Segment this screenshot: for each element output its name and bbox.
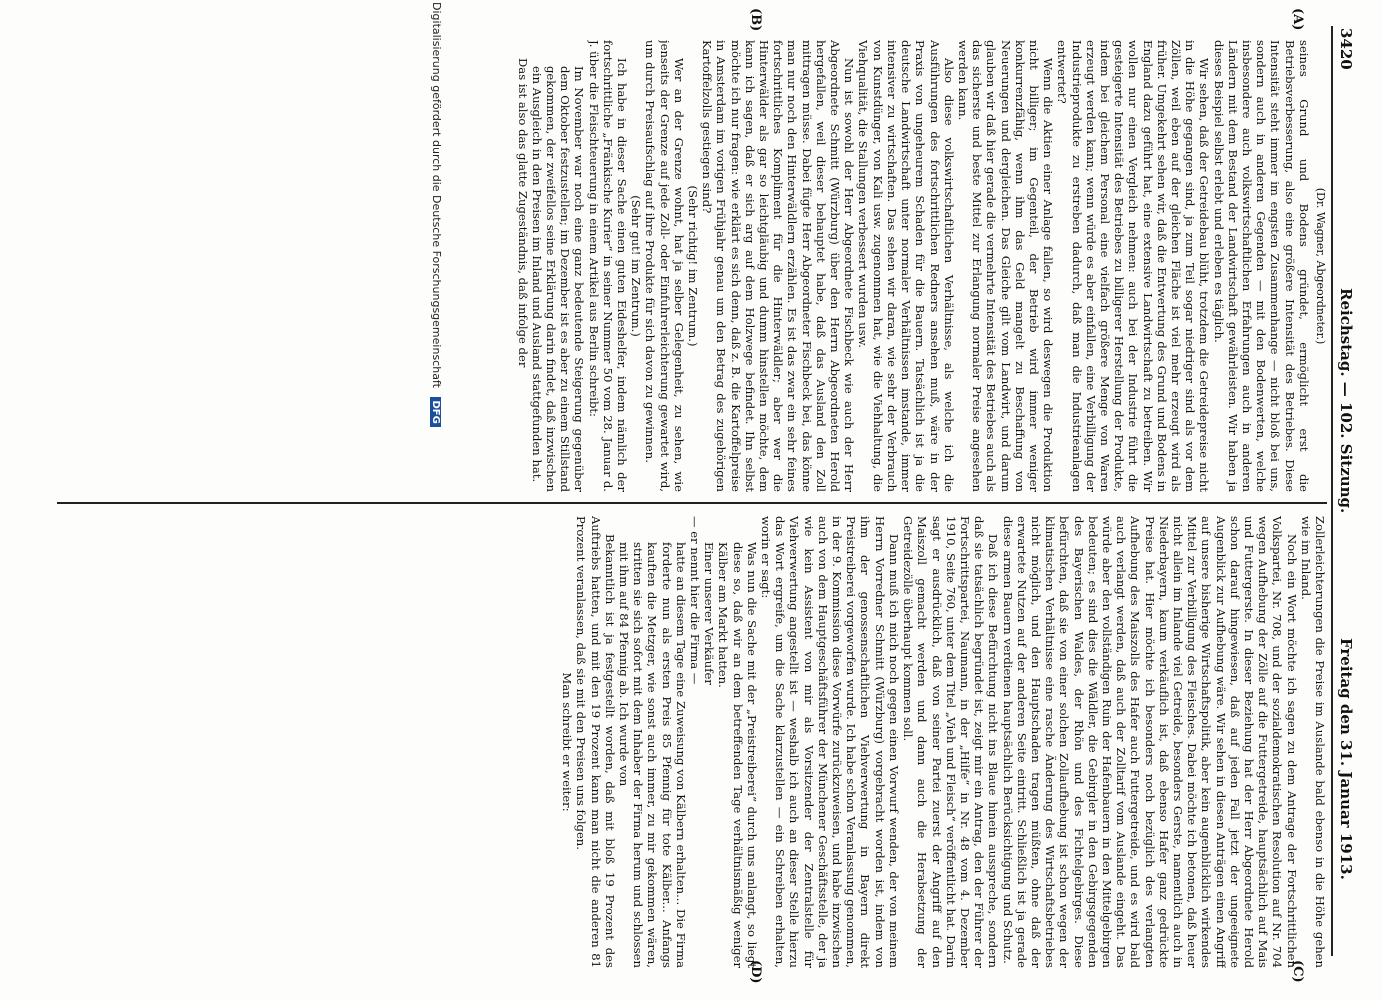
paragraph: Noch ein Wort möchte ich sagen zu dem Antrage der Fortschrittlichen Volkspartei, Nr. 708, und der sozialdemokratischen Resolution auf Nr. 704 wegen Aufhebung der Zölle auf die Futtergetreide, hauptsächlich auf Mais und Futtergerste. In dieser Beziehung hat der Herr Abgeordnete Herold schon darauf hingewiesen, daß auf jeden Fall jetzt der ungeeignete Augenblick zur Aufhebung wäre. Wir sehen in diesen Anträgen einen Angriff auf unsere bisherige Wirtschaftspolitik, aber kein augenblicklich wirkendes Mittel zur Verbilligung des Fleisches. Dabei möchte ich betonen, daß heuer nicht allein im Inlande viel Getreide, besonders Gerste, namentlich auch in Niederbayern, kaum verkäuflich ist, daß ebenso Hafer ganz gedrückte Preise hat. Hier möchte ich besonders noch bezüglich des verlangten Aufhebung des Maiszolls des Hafer auch Futtergetreide, und es wird bald auch verlangt werden, daß auch der Zolltarif vom Auslande eingeht. Das würde aber den vollständigen Ruin der Hafenbauern in den Mittelgebirgen bedeuten; es sind dies die Wäldler, die Gebirgler in den Gebirgsgegenden des Bayerischen Waldes, der Rhön und des Fichtelgebirges. Diese befürchten, daß sie von einer solchen Zollaufhebung ist schon wegen der klimatischen Verhältnisse eine rasche Änderung des Wirtschaftsbetriebes nicht möglich, und den Hauptschaden tragen müßten, ohne daß der erwartete Nutzen auf der anderen Seite eintritt. Schließlich ist ja gerade diese armen Bauern verdienen hauptsächlich Berücksichtigung und Schutz.	[1000, 516, 1299, 968]
digitization-note	[427, 2, 443, 992]
interjection: (Sehr richtig! im Zentrum.)	[686, 185, 701, 347]
margin-mark-b: (B)	[748, 8, 763, 32]
page-number: 3420	[1337, 28, 1355, 70]
funding-note-text: Digitalisierung gefördert durch die Deutsche Forschungsgemeinschaft	[430, 2, 443, 388]
paragraph: Nun ist sowohl der Herr Abgeordnete Fischbeck wie auch der Herr Abgeordnete Schmitt (Würzburg) über den Herrn Abgeordneten Herold hergefallen, weil dieser behauptet habe, daß das Ausland den Zoll mittragen müsse. Dabei fügte Herr Abgeordneter Fischbeck bei, das könne man nur noch den Hinterwäldlern erzählen. Es ist das zwar ein sehr feines fortschrittliches Kompliment für die Hinterwäldler; aber wer die Hinterwälder als gar so leichtgläubig und dumm hinstellen möchte, dem kann ich sagen, daß er sich arg auf dem Holzwege befindet. Ihn selbst möchte ich nur fragen: wie erklärt es sich denn, daß z. B. die Kartoffelpreise in Amsterdam im vorigen Frühjahr genau um den Betrag des zugehörigen Kartoffelzolls gestiegen sind?	[700, 40, 857, 492]
quotation: hatte an diesem Tage eine Zuweisung von Kälbern erhalten... Die Firma forderte nun als ersten Preis 85 Pfennig für tote Kälber... Anfangs kauften die Metzger, wie sonst auch immer, zu mir gekommen wären, stritten sie sich sofort mit dem Inhaber der Firma herum und schlossen mit ihm auf 84 Pfennig ab. Ich wurde von	[617, 542, 688, 968]
paragraph: Man schreibt er weiter:	[560, 672, 575, 812]
dfg-logo: DFG	[430, 397, 441, 426]
right-column	[57, 516, 1327, 968]
column-divider	[57, 502, 1327, 504]
margin-mark-d: (D)	[748, 960, 763, 984]
paragraph: Dann muß ich mich noch gegen einen Vorwurf wenden, der von meinem Herrn Vorredner Schmitt (Würzburg) vorgebracht worden ist, indem von ihm der genossenschaftlichen Viehverwertung in Bayern direkt Preistreiberei vorgeworfen wurde. Ich habe schon Veranlassung genommen, in der 9. Kommission diese Vorwürfe zurückzuweisen, und habe inzwischen auch von dem Hauptgeschäftsführer der Münchener Geschäftsstelle, der ja wie kein Assistent von mir als Vorsitzender der Zentralstelle für Viehverwertung angestellt ist — weshalb ich auch an dieser Stelle hierzu das Wort ergreife, um die Sache klarzustellen — ein Schreiben erhalten, worin er sagt:	[759, 516, 901, 968]
quotation: Einer unserer Verkäufer	[702, 542, 717, 685]
interjection: (Sehr gut! im Zentrum.)	[629, 195, 644, 337]
paragraph: Bekanntlich ist ja festgestellt worden, daß mit bloß 19 Prozent des Auftriebs hatten, und mit den 19 Prozent kann man nicht die anderen 81 Prozent veranlassen, daß sie mit den Preisen uns folgen.	[574, 516, 617, 968]
quotation: Was nun die Sache mit der „Preistreiberei“ durch uns anlangt, so liegt diese so, daß wir an dem betreffenden Tage verhältnismäßig weniger Kälber am Markt hatten.	[716, 542, 759, 968]
paragraph: Wer an der Grenze wohnt, hat ja selber Gelegenheit, zu sehen, wie jenseits der Grenze auf jede Zoll- oder Einfuhrerleichterung gewartet wird, um durch Preisaufschlag auf ihre Produkte für sich davon zu gewinnen.	[643, 40, 686, 492]
speaker-line: (Dr. Wagner, Abgeordneter.)	[1314, 187, 1327, 345]
paragraph: Ich habe in dieser Sache einen guten Eideshelfer, indem nämlich der fortschrittliche „Fränkische Kurier“ in seiner Nummer 50 vom 28. Januar d. J. über die Fleischteuerung in einem Artikel aus Berlin schreibt:	[586, 40, 630, 492]
paragraph: Wenn die Aktien einer Anlage fallen, so wird deswegen die Produktion nicht billiger; im Gegenteil, der Betrieb wird immer weniger konkurrenzfähig, wenn ihm das Geld mangelt zu Beschaffung von Neuerungen und dergleichen. Das Gleiche gilt vom Landwirt, und darum glauben wir daß hier gerade die vermehrte Intensität des Betriebes auch als das sicherste und beste Mittel zur Erlangung normaler Preise angesehen werden kann.	[955, 40, 1056, 492]
paragraph: Daß ich diese Befürchtung nicht ins Blaue hinein ausspreche, sondern daß sie tatsächlich begründet ist, zeigt mir ein Antrag, den der Führer der Fortschrittspartei, Naumann, in der „Hilfe“ in Nr. 48 vom 4. Dezember 1910, Seite 760, unter dem Titel „Vieh und Fleisch“ veröffentlicht hat. Darin sagt er ausdrücklich, daß von seiner Partei zuerst der Angriff auf den Maiszoll gemacht werden und dann auch die Herabsetzung der Getreidezölle überhaupt kommen soll.	[901, 516, 1001, 968]
left-column	[57, 40, 1327, 492]
paragraph: Zollerleichterungen die Preise im Auslande bald ebenso in die Höhe gehen wie im Inland.	[1298, 516, 1327, 968]
paragraph: Also diese volkswirtschaftlichen Verhältnisse, als welche ich die Ausführungen des fortschrittlichen Redners ansehen muß, wäre in der Praxis von ungeheurem Schaden für die Bauern. Tatsächlich ist ja die deutsche Landwirtschaft unter normaler Verhältnissen imstande, immer intensiver zu wirtschaften. Das sehen wir daran, wie sehr der Verbrauch von Kunstdünger, von Kali usw. zugenommen hat, wie die Viehhaltung, die Viehqualität, die Stallungen verbessert wurden usw.	[856, 40, 956, 492]
margin-mark-c: (C)	[1290, 960, 1305, 983]
paragraph: Wir sehen, daß der Getreidebau blüht, trotzdem die Getreidepreise nicht in die Höhe gegangen sind, ja zum Teil sogar niedriger sind als vor dem Zöllen, weil eben auf der gleichen Fläche ist viel mehr erzeugt wird als früher. Umgekehrt sehen wir, daß die Entwertung des Grund und Bodens in England dazu geführt hat, eine extensive Landwirtschaft zu betreiben. Wir wollen nur einen Vergleich nehmen: auch bei der Industrie führt die gesteigerte Intensität des Betriebes zu billigerer Herstellung der Produkte, indem bei gleichem Personal eine vielfach größere Menge von Waren erzeugt werden kann; wenn würde es aber einfallen, eine Verbilligung der Industrieprodukte zu erstreben dadurch, daß man die Industrieanlagen entwertet?	[1055, 40, 1212, 492]
header-rule	[1331, 26, 1333, 956]
paragraph: — er nennt hier die Firma —	[688, 516, 703, 685]
page-title: Reichstag. — 102. Sitzung.	[1337, 288, 1355, 514]
page-header	[1331, 28, 1355, 948]
paragraph: Das ist also das glatte Zugeständnis, daß infolge der	[515, 58, 530, 368]
session-date: Freitag den 31. Januar 1913.	[1337, 638, 1355, 880]
quotation: Im November war noch eine ganz bedeutende Steigerung gegenüber dem Oktober festzustellen; im Dezember ist es aber zu einem Stillstand gekommen, der zweifellos seine Erklärung darin findet, daß inzwischen ein Ausgleich in den Preisen im Inland und Ausland stattgefunden hat.	[529, 66, 587, 492]
margin-mark-a: (A)	[1290, 8, 1305, 31]
paragraph: seines Grund und Bodens gründet, ermöglicht erst die Betriebsverbesserung, also eine größere Intensität des Betriebes. Diese Intensität steht immer im engsten Zusammenhange — nicht bloß bei uns, sondern auch in anderen Gegenden — mit den Bodenwerten, welche insbesondere auch volkswirtschaftlichen Erfahrungen auch in anderen Ländern mit dem Bestand der Landwirtschaft gewährleisten. Wir haben ja dieses Beispiel selbst erlebt und erleben es täglich.	[1211, 40, 1311, 492]
